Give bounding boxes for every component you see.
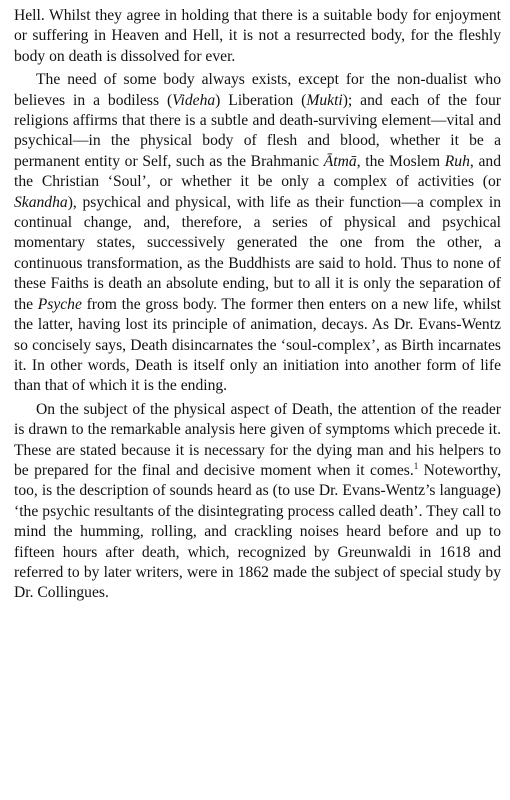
text-run: The need of some body always exists, except for the non-dualist who believes in a bodiless (: [14, 71, 501, 109]
italic-term: Videha: [172, 91, 216, 109]
text-run: ); and each of the four religions affirms that there is a subtle and death-surviving element—vital and psychical—in the physical body of flesh and blood, whether it be a permanent entity or Self, such as the Brahmanic: [14, 91, 501, 170]
text-run: On the subject of the physical aspect of Death, the attention of the reader is drawn to the remarkable analysis here given of symptoms which precede it. These are stated because it is necessary for the dying man and his helpers to be prepared for the final and decisive moment when it comes.: [14, 400, 501, 479]
italic-term: Psyche: [37, 295, 82, 313]
paragraph-body: [14, 400, 501, 604]
text-run: Hell. Whilst they agree in holding that there is a suitable body for enjoyment or suffering in Heaven and Hell, it is not a resurrected body, for the fleshly body on death is dissolved for ever.: [14, 7, 501, 65]
document-page: [14, 6, 501, 604]
text-run: from the gross body. The former then enters on a new life, whilst the latter, having lost its principle of animation, decays. As Dr. Evans-Wentz so concisely says, Death disincarnates the ‘soul-complex’, as Birth incarnates it. In other words, Death is itself only an initiation into another form of life than that of which it is the ending.: [14, 295, 501, 395]
text-run: , the Moslem: [356, 152, 445, 170]
paragraph-body: [14, 70, 501, 397]
text-run: , and the Christian ‘Soul’, or whether it be only a complex of activities (or: [14, 152, 501, 191]
text-run: ) Liberation (: [215, 91, 307, 109]
italic-term: Mukti: [306, 91, 343, 109]
italic-term: Skandha: [14, 193, 68, 211]
text-run: Noteworthy, too, is the description of sounds heard as (to use Dr. Evans-Wentz’s language) ‘the psychic resultants of the disintegrating process called death’. They call to mind the humming, rolling, and crackling noises heard before and up to fifteen hours after death, which, recognized by Greunwaldi in 1618 and referred to by later writers, were in 1862 made the subject of special study by Dr. Collingues.: [14, 461, 501, 602]
italic-term: Ruh: [444, 152, 470, 170]
footnote-marker: 1: [413, 460, 419, 471]
text-run: ), psychical and physical, with life as their function—a complex in continual change, and, therefore, a series of physical and psychical momentary states, successively generated the one from the other, a continuous transformation, as the Buddhists are said to hold. Thus to none of these Faiths is death an absolute ending, but to all it is only the separation of the: [14, 193, 501, 313]
italic-term: Ātmā: [323, 152, 357, 170]
paragraph-continuation: [14, 6, 501, 67]
